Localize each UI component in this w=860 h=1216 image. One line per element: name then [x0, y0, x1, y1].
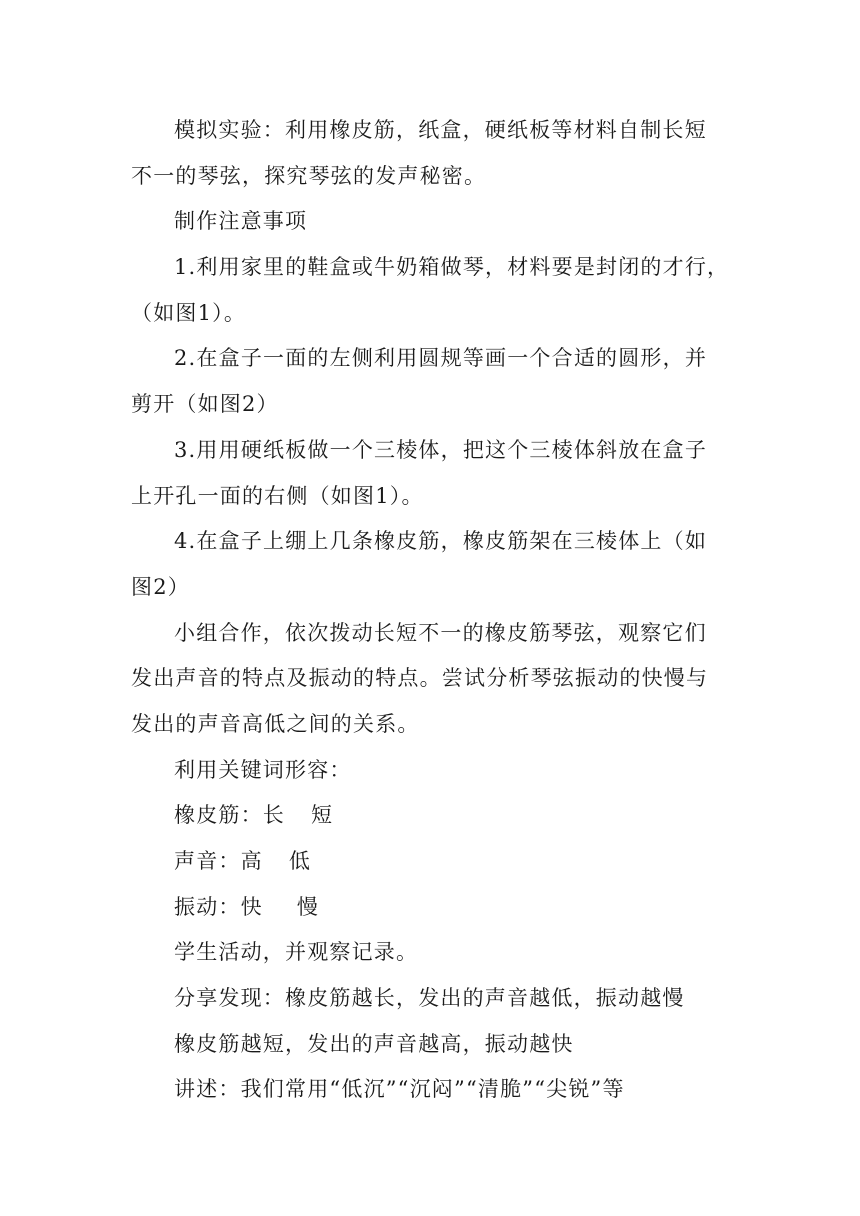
narration-line: 讲述：我们常用“低沉”“沉闷”“清脆”“尖锐”等: [174, 1077, 625, 1102]
student-activity-line: 学生活动，并观察记录。: [174, 940, 419, 965]
keyword-pair-rubber-band: [131, 793, 731, 839]
keyword-pair-sound: [131, 839, 731, 885]
step-4-line-1: 4.在盒子上绷上几条橡皮筋，橡皮筋架在三棱体上（如: [174, 529, 708, 554]
paragraph-experiment-line-1: 模拟实验：利用橡皮筋，纸盒，硬纸板等材料自制长短: [174, 118, 707, 142]
paragraph-group-work-line-3: 发出的声音高低之间的关系。: [131, 711, 420, 736]
step-2-line-2: 剪开（如图2）: [131, 392, 279, 417]
keywords-heading: 利用关键词形容：: [174, 757, 352, 782]
step-3-line-2: 上开孔一面的右侧（如图1）。: [131, 483, 424, 508]
keyword-pair-vibration: [131, 885, 731, 931]
step-1-line-1: 1.利用家里的鞋盒或牛奶箱做琴，材料要是封闭的才行，: [174, 255, 730, 280]
paragraph-group-work-line-1: 小组合作，依次拨动长短不一的橡皮筋琴弦，观察它们: [174, 620, 707, 645]
keyword-pair-label: 橡皮筋：长: [174, 803, 285, 828]
paragraph-group-work-line-2: 发出声音的特点及振动的特点。尝试分析琴弦振动的快慢与: [131, 666, 709, 691]
keyword-pair-opposite: 低: [288, 849, 312, 873]
step-2-line-1: 2.在盒子一面的左侧利用圆规等画一个合适的圆形，并: [174, 346, 708, 371]
finding-longer-line: 分享发现：橡皮筋越长，发出的声音越低，振动越慢: [174, 986, 685, 1011]
keyword-pair-label: 声音：高: [174, 849, 263, 873]
finding-shorter-line: 橡皮筋越短，发出的声音越高，振动越快: [174, 1031, 574, 1056]
step-3-line-1: 3.用用硬纸板做一个三棱体，把这个三棱体斜放在盒子: [174, 437, 708, 462]
step-4-line-2: 图2）: [131, 574, 190, 599]
section-heading-notes: 制作注意事项: [174, 209, 308, 234]
keyword-pair-label: 振动：快: [174, 894, 263, 919]
paragraph-experiment-line-2: 不一的琴弦，探究琴弦的发声秘密。: [131, 163, 487, 188]
step-1-line-2: （如图1）。: [131, 300, 247, 325]
keyword-pair-opposite: 慢: [296, 894, 320, 919]
document-body: [131, 108, 731, 1113]
keyword-pair-opposite: 短: [311, 803, 334, 828]
